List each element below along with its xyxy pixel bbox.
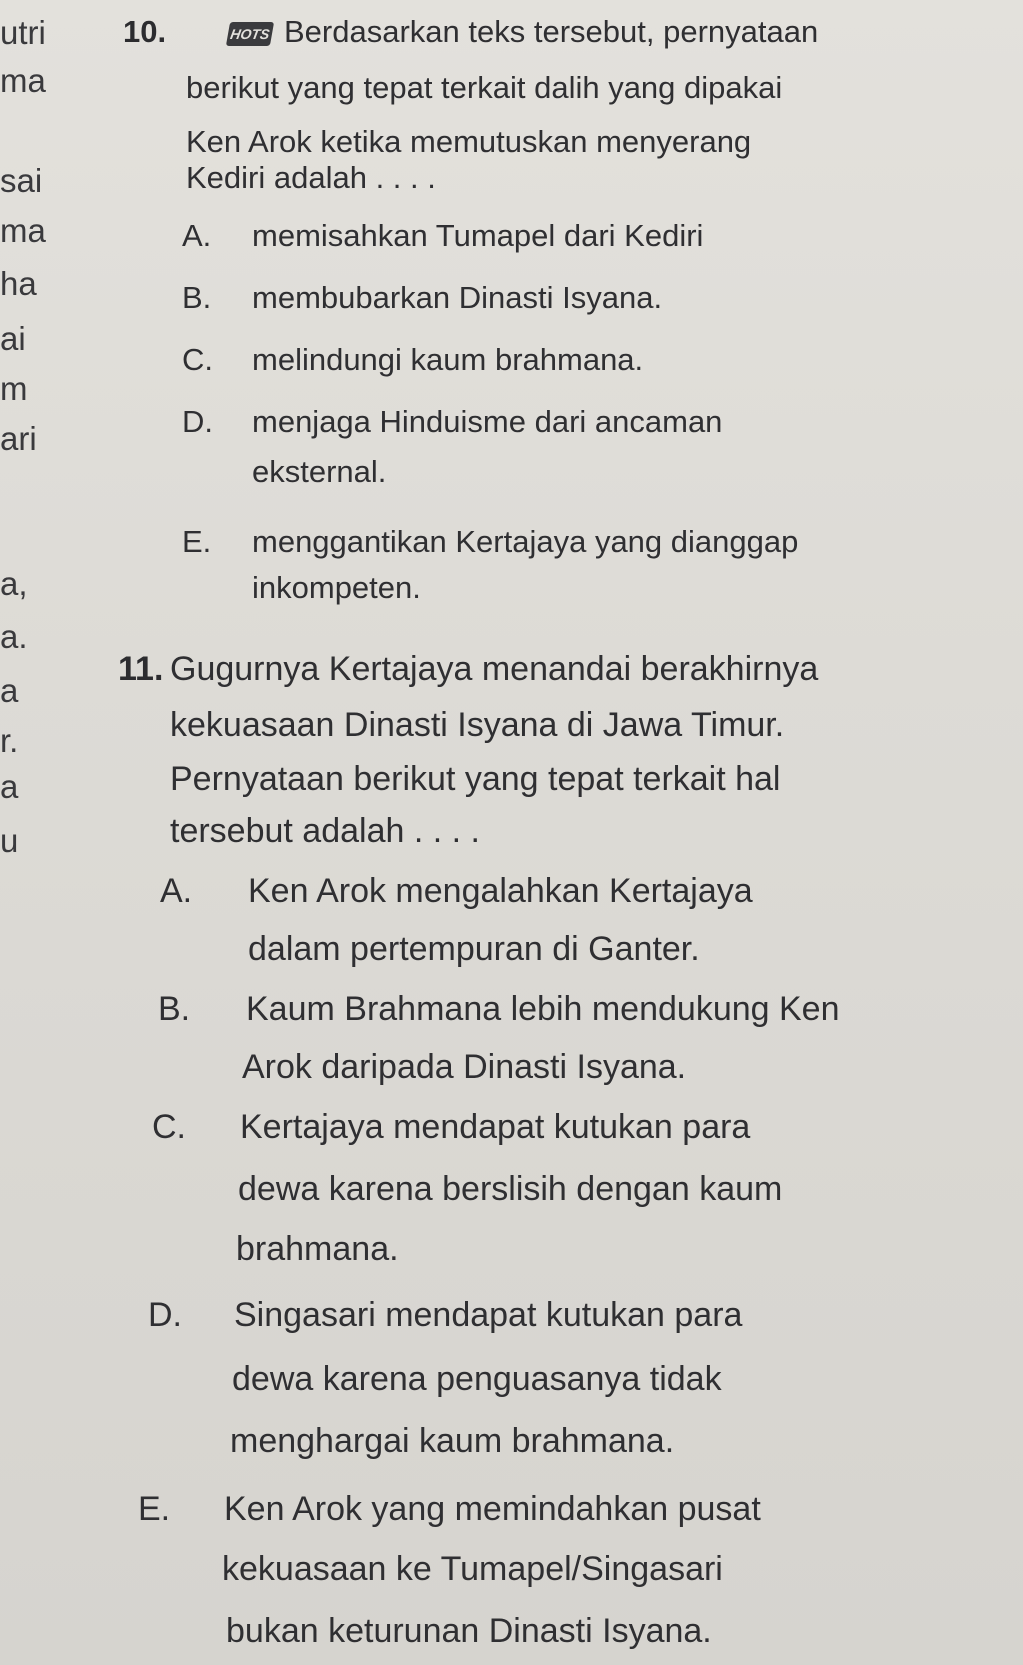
question-stem-line: Pernyataan berikut yang tepat terkait hal (170, 760, 781, 798)
question-stem-line: tersebut adalah . . . . (170, 812, 480, 850)
option-d-text: menghargai kaum brahmana. (230, 1422, 675, 1460)
option-a-letter: A. (160, 872, 193, 910)
margin-fragment: ai (0, 320, 26, 357)
option-e-letter: E. (138, 1490, 171, 1528)
margin-fragment: sai (0, 162, 43, 199)
option-c-text: melindungi kaum brahmana. (252, 342, 644, 377)
margin-fragment: a. (0, 618, 28, 655)
option-b-text: Kaum Brahmana lebih mendukung Ken (246, 990, 840, 1028)
option-b-text: Arok daripada Dinasti Isyana. (242, 1048, 687, 1086)
option-c-text: brahmana. (236, 1230, 399, 1268)
option-e-text: Ken Arok yang memindahkan pusat (224, 1490, 761, 1528)
margin-fragment: a (0, 768, 19, 805)
option-b-letter: B. (182, 280, 212, 315)
option-e-text: inkompeten. (252, 570, 421, 605)
option-a-text: memisahkan Tumapel dari Kediri (252, 218, 704, 253)
question-number: 11. (118, 650, 164, 688)
option-e-text: bukan keturunan Dinasti Isyana. (226, 1612, 712, 1650)
option-a-text: Ken Arok mengalahkan Kertajaya (248, 872, 753, 910)
question-number: 10. (123, 14, 167, 49)
option-d-text: menjaga Hinduisme dari ancaman (252, 404, 723, 439)
question-stem-line: Ken Arok ketika memutuskan menyerang (186, 124, 752, 159)
option-e-text: menggantikan Kertajaya yang dianggap (252, 524, 799, 559)
option-d-text: eksternal. (252, 454, 387, 489)
option-d-text: dewa karena penguasanya tidak (232, 1360, 722, 1398)
margin-fragment: utri (0, 14, 46, 51)
option-e-letter: E. (182, 524, 212, 559)
question-stem-line: berikut yang tepat terkait dalih yang dipakai (186, 70, 783, 105)
margin-fragment: m (0, 370, 28, 407)
question-stem-line: Berdasarkan teks tersebut, pernyataan (284, 14, 819, 49)
option-c-letter: C. (152, 1108, 186, 1146)
hots-badge: HOTS (226, 22, 274, 46)
margin-fragment: a (0, 672, 19, 709)
margin-fragment: ma (0, 212, 46, 249)
option-a-letter: A. (182, 218, 212, 253)
option-b-letter: B. (158, 990, 191, 1028)
margin-fragment: r. (0, 722, 19, 759)
question-stem-line: Gugurnya Kertajaya menandai berakhirnya (170, 650, 819, 688)
option-e-text: kekuasaan ke Tumapel/Singasari (222, 1550, 723, 1588)
option-c-text: dewa karena berslisih dengan kaum (238, 1170, 783, 1208)
margin-fragment: a, (0, 565, 28, 602)
option-d-text: Singasari mendapat kutukan para (234, 1296, 743, 1334)
option-c-text: Kertajaya mendapat kutukan para (240, 1108, 751, 1146)
margin-fragment: u (0, 822, 19, 859)
question-stem-line: kekuasaan Dinasti Isyana di Jawa Timur. (170, 706, 785, 744)
option-c-letter: C. (182, 342, 213, 377)
option-d-letter: D. (182, 404, 213, 439)
option-b-text: membubarkan Dinasti Isyana. (252, 280, 663, 315)
option-d-letter: D. (148, 1296, 182, 1334)
margin-fragment: ari (0, 420, 37, 457)
option-a-text: dalam pertempuran di Ganter. (248, 930, 700, 968)
question-stem-line: Kediri adalah . . . . (186, 160, 436, 195)
margin-fragment: ha (0, 265, 37, 302)
margin-fragment: ma (0, 62, 46, 99)
